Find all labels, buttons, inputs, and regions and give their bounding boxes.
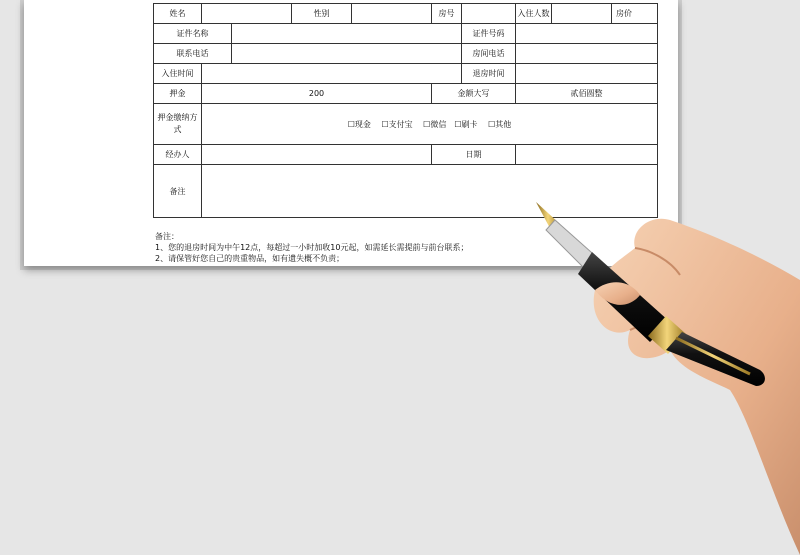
handler-label: 经办人 [154,145,202,165]
table-row [154,64,658,84]
table-row [154,145,658,165]
table-row [154,84,658,104]
room-no-input[interactable] [462,4,516,24]
price-label: 房价 [612,4,658,24]
handler-input[interactable] [202,145,432,165]
name-input[interactable] [202,4,292,24]
pay-method-options[interactable]: ☐现金 ☐支付宝 ☐微信 ☐刷卡 ☐其他 [202,104,658,145]
date-input[interactable] [516,145,658,165]
gender-input[interactable] [352,4,432,24]
id-no-label: 证件号码 [462,24,516,44]
name-label: 姓名 [154,4,202,24]
deposit-value[interactable]: 200 [202,84,432,104]
phone-input[interactable] [232,44,462,64]
table-row [154,4,658,24]
checkin-time-input[interactable] [202,64,462,84]
room-phone-input[interactable] [516,44,658,64]
notes-line-2: 2、请保管好您自己的贵重物品，如有遗失概不负责； [155,254,345,263]
table-row [154,104,658,145]
notes-title: 备注： [155,232,179,241]
deposit-label: 押金 [154,84,202,104]
notes-line-1: 1、您的退房时间为中午12点，每超过一小时加收10元起，如需延长需提前与前台联系； [155,243,469,252]
room-no-label: 房号 [432,4,462,24]
checkin-time-label: 入住时间 [154,64,202,84]
id-type-input[interactable] [232,24,462,44]
table-row [154,44,658,64]
checkout-time-input[interactable] [516,64,658,84]
guests-input[interactable] [552,4,612,24]
checkout-time-label: 退房时间 [462,64,516,84]
notes-block [155,231,468,264]
id-no-input[interactable] [516,24,658,44]
guests-label: 入住人数 [516,4,552,24]
remarks-label: 备注 [154,165,202,218]
amount-upper-label: 金额大写 [432,84,516,104]
gender-label: 性别 [292,4,352,24]
room-phone-label: 房间电话 [462,44,516,64]
table-row [154,24,658,44]
date-label: 日期 [432,145,516,165]
amount-upper-value[interactable]: 贰佰圆整 [516,84,658,104]
id-type-label: 证件名称 [154,24,232,44]
checkin-form-table [153,3,658,218]
pay-method-label: 押金缴纳方式 [154,104,202,145]
phone-label: 联系电话 [154,44,232,64]
hand-holding-pen-image [500,190,800,555]
